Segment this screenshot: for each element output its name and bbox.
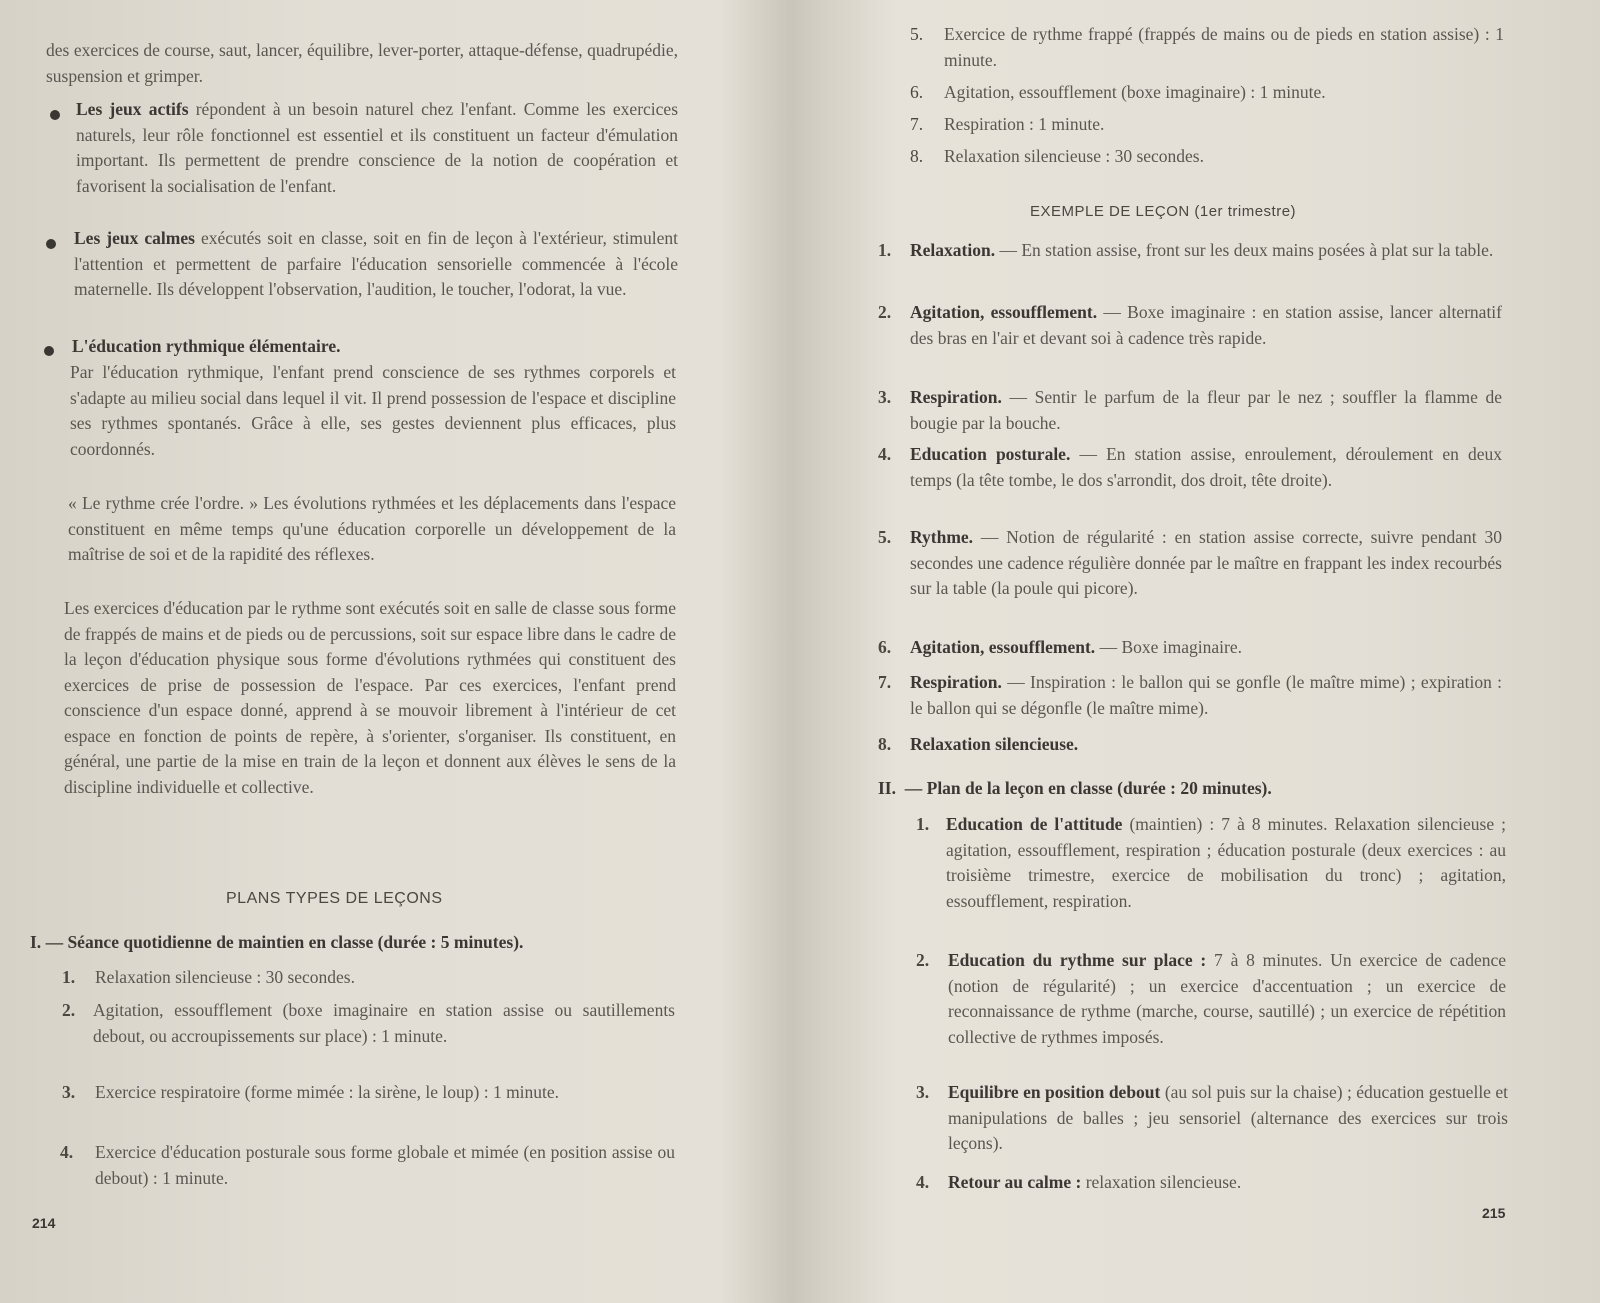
- section-2-heading: [878, 776, 1508, 802]
- list-item: [910, 732, 1502, 758]
- list-item-number: 1.: [916, 814, 930, 834]
- section-2-title: — Plan de la leçon en classe (durée : 20 minutes).: [904, 778, 1272, 798]
- section-1-title: — Séance quotidienne de maintien en classe (durée : 5 minutes).: [45, 932, 524, 952]
- list-item: Exercice respiratoire (forme mimée : la sirène, le loup) : 1 minute.: [95, 1082, 560, 1102]
- list-item-title: Rythme.: [910, 527, 974, 547]
- list-item-text: relaxation silencieuse.: [1085, 1172, 1242, 1192]
- list-item-number: 1.: [878, 240, 892, 260]
- list-item-number: 2.: [878, 302, 892, 322]
- jeux-actifs-title: Les jeux actifs: [76, 99, 189, 119]
- list-item-number: 7.: [878, 672, 892, 692]
- list-item: Relaxation silencieuse : 30 secondes.: [944, 146, 1204, 166]
- list-item-title: Retour au calme :: [948, 1172, 1082, 1192]
- section-2-number: II.: [878, 778, 896, 798]
- page-number-right: 215: [1482, 1205, 1506, 1221]
- list-item-number: 3.: [878, 387, 892, 407]
- list-item-number: 4.: [878, 444, 892, 464]
- list-item-title: Respiration.: [910, 672, 1002, 692]
- list-item: Agitation, essoufflement (boxe imaginaire en station assise ou sautillements debout, ou accroupissements sur place) : 1 minute.: [93, 1000, 675, 1046]
- jeux-actifs-text: répondent à un besoin naturel chez l'enfant. Comme les exercices naturels, leur rôle fonctionnel est essentiel et ils constituent un facteur d'émulation important. Ils permettent de prendre conscience de la notion de coopération et favorisent la socialisation de l'enfant.: [76, 99, 678, 196]
- list-item-title: Relaxation.: [910, 240, 996, 260]
- list-item: [910, 670, 1502, 721]
- list-item-number: 1.: [62, 967, 76, 987]
- list-item-title: Education du rythme sur place :: [948, 950, 1207, 970]
- list-item: Exercice d'éducation posturale sous forme globale et mimée (en position assise ou debout) : 1 minute.: [95, 1142, 675, 1188]
- list-item-number: 6.: [910, 82, 924, 102]
- list-item-text: — Boxe imaginaire.: [1099, 637, 1242, 657]
- list-item-number: 5.: [878, 527, 892, 547]
- jeux-calmes-title: Les jeux calmes: [74, 228, 195, 248]
- list-item: Exercice de rythme frappé (frappés de mains ou de pieds en station assise) : 1 minute.: [944, 24, 1504, 70]
- list-item-number: 2.: [916, 950, 930, 970]
- list-item-number: 3.: [916, 1082, 930, 1102]
- list-item-title: Agitation, essoufflement.: [910, 302, 1098, 322]
- jeux-calmes-paragraph: [74, 226, 678, 303]
- jeux-actifs-paragraph: [76, 97, 678, 199]
- list-item: [910, 525, 1502, 602]
- list-item-title: Agitation, essoufflement.: [910, 637, 1096, 657]
- intro-paragraph: des exercices de course, saut, lancer, équilibre, lever-porter, attaque-défense, quadrupédie, suspension et grimper.: [46, 40, 678, 86]
- left-page: [0, 0, 790, 1303]
- list-item-title: Education de l'attitude: [946, 814, 1123, 834]
- list-item-number: 4.: [916, 1172, 930, 1192]
- list-item-text: — Inspiration : le ballon qui se gonfle (le maître mime) ; expiration : le ballon qui se dégonfle (le maître mime).: [910, 672, 1503, 718]
- list-item: [910, 442, 1502, 493]
- list-item: [910, 635, 1502, 661]
- list-item-title: Respiration.: [910, 387, 1002, 407]
- list-item-text: — Boxe imaginaire : en station assise, lancer alternatif des bras en l'air et devant soi à cadence très rapide.: [910, 302, 1502, 348]
- list-item: [948, 1170, 1508, 1196]
- plans-types-heading: PLANS TYPES DE LEÇONS: [226, 890, 443, 907]
- list-item: Respiration : 1 minute.: [944, 114, 1105, 134]
- list-item-text: 7 à 8 minutes. Un exercice de cadence (notion de régularité) ; un exercice d'accentuation ; un exercice de reconnaissance de rythme (marche, course, sautillé) ; un exercice de répétition collective de rythmes imposés.: [948, 950, 1507, 1047]
- list-item-text: — Sentir le parfum de la fleur par le nez ; souffler la flamme de bougie par la bouche.: [910, 387, 1502, 433]
- list-item-title: Equilibre en position debout: [948, 1082, 1161, 1102]
- jeux-calmes-text: exécutés soit en classe, soit en fin de leçon à l'extérieur, stimulent l'attention et permettent de parfaire l'éducation sensorielle commencée à l'école maternelle. Ils développent l'observation, l'audition, le toucher, l'odorat, la vue.: [74, 228, 678, 299]
- section-1-heading: [30, 930, 690, 956]
- list-item: [948, 1080, 1508, 1157]
- list-item-text: — Notion de régularité : en station assise correcte, suivre pendant 30 secondes une cadence régulière donnée par le maître en frappant les index recourbés sur la table (la poule qui picore).: [910, 527, 1503, 598]
- list-item-text: — En station assise, front sur les deux mains posées à plat sur la table.: [999, 240, 1494, 260]
- bullet-icon: [46, 239, 56, 249]
- education-rythmique-p1: Par l'éducation rythmique, l'enfant prend conscience de ses rythmes corporels et s'adapte au milieu social dans lequel il vit. Il prend possession de l'espace et discipline ses rythmes spontanés. Grâce à elle, ses gestes deviennent plus efficaces, plus coordonnés.: [70, 362, 676, 459]
- list-item: Agitation, essoufflement (boxe imaginaire) : 1 minute.: [944, 82, 1326, 102]
- list-item: [910, 238, 1502, 264]
- section-1-number: I.: [30, 932, 42, 952]
- list-item-number: 8.: [910, 146, 924, 166]
- list-item: [910, 385, 1502, 436]
- bullet-icon: [50, 110, 60, 120]
- list-item-number: 2.: [62, 1000, 76, 1020]
- list-item-text: — En station assise, enroulement, déroulement en deux temps (la tête tombe, le dos s'arrondit, dos droit, tête droite).: [910, 444, 1503, 490]
- list-item-text: (au sol puis sur la chaise) ; éducation gestuelle et manipulations de balles ; jeu sensoriel (alternance des exercices sur trois leçons).: [948, 1082, 1509, 1153]
- list-item: [910, 300, 1502, 351]
- bullet-icon: [44, 346, 54, 356]
- list-item-number: 7.: [910, 114, 924, 134]
- page-number-left: 214: [32, 1215, 56, 1231]
- right-page: [810, 0, 1600, 1303]
- list-item-number: 6.: [878, 637, 892, 657]
- list-item-title: Relaxation silencieuse.: [910, 734, 1079, 754]
- list-item-text: (maintien) : 7 à 8 minutes. Relaxation silencieuse ; agitation, essoufflement, respiration ; éducation posturale (deux exercices : au troisième trimestre, exercice de mobilisation du tronc) ; agitation, essoufflement, respiration.: [946, 814, 1506, 911]
- list-item-number: 5.: [910, 24, 924, 44]
- education-rythmique-p2: « Le rythme crée l'ordre. » Les évolutions rythmées et les déplacements dans l'espace constituent en même temps qu'une éducation corporelle un développement de la maîtrise de soi et de la rapidité des réflexes.: [68, 493, 676, 564]
- education-rythmique-p3: Les exercices d'éducation par le rythme sont exécutés soit en salle de classe sous forme de frappés de mains et de pieds ou de percussions, soit sur espace libre dans le cadre de la leçon d'éducation physique sous forme d'évolutions rythmées qui constituent des exercices de prise de possession de l'espace. Par ces exercices, l'enfant prend conscience d'un espace donné, apprend à se mouvoir librement à l'intérieur de cet espace en fonction de points de repère, à s'orienter, s'organiser. Ils constituent, en général, une partie de la mise en train de la leçon et donnent aux élèves le sens de la discipline individuelle et collective.: [64, 598, 676, 797]
- list-item-number: 3.: [62, 1082, 76, 1102]
- list-item-number: 4.: [60, 1142, 74, 1162]
- list-item-title: Education posturale.: [910, 444, 1071, 464]
- list-item: Relaxation silencieuse : 30 secondes.: [95, 967, 355, 987]
- education-rythmique-title: L'éducation rythmique élémentaire.: [72, 336, 341, 356]
- exemple-heading: EXEMPLE DE LEÇON (1er trimestre): [1030, 203, 1297, 220]
- list-item-number: 8.: [878, 734, 892, 754]
- list-item: [948, 948, 1506, 1050]
- list-item: [946, 812, 1506, 914]
